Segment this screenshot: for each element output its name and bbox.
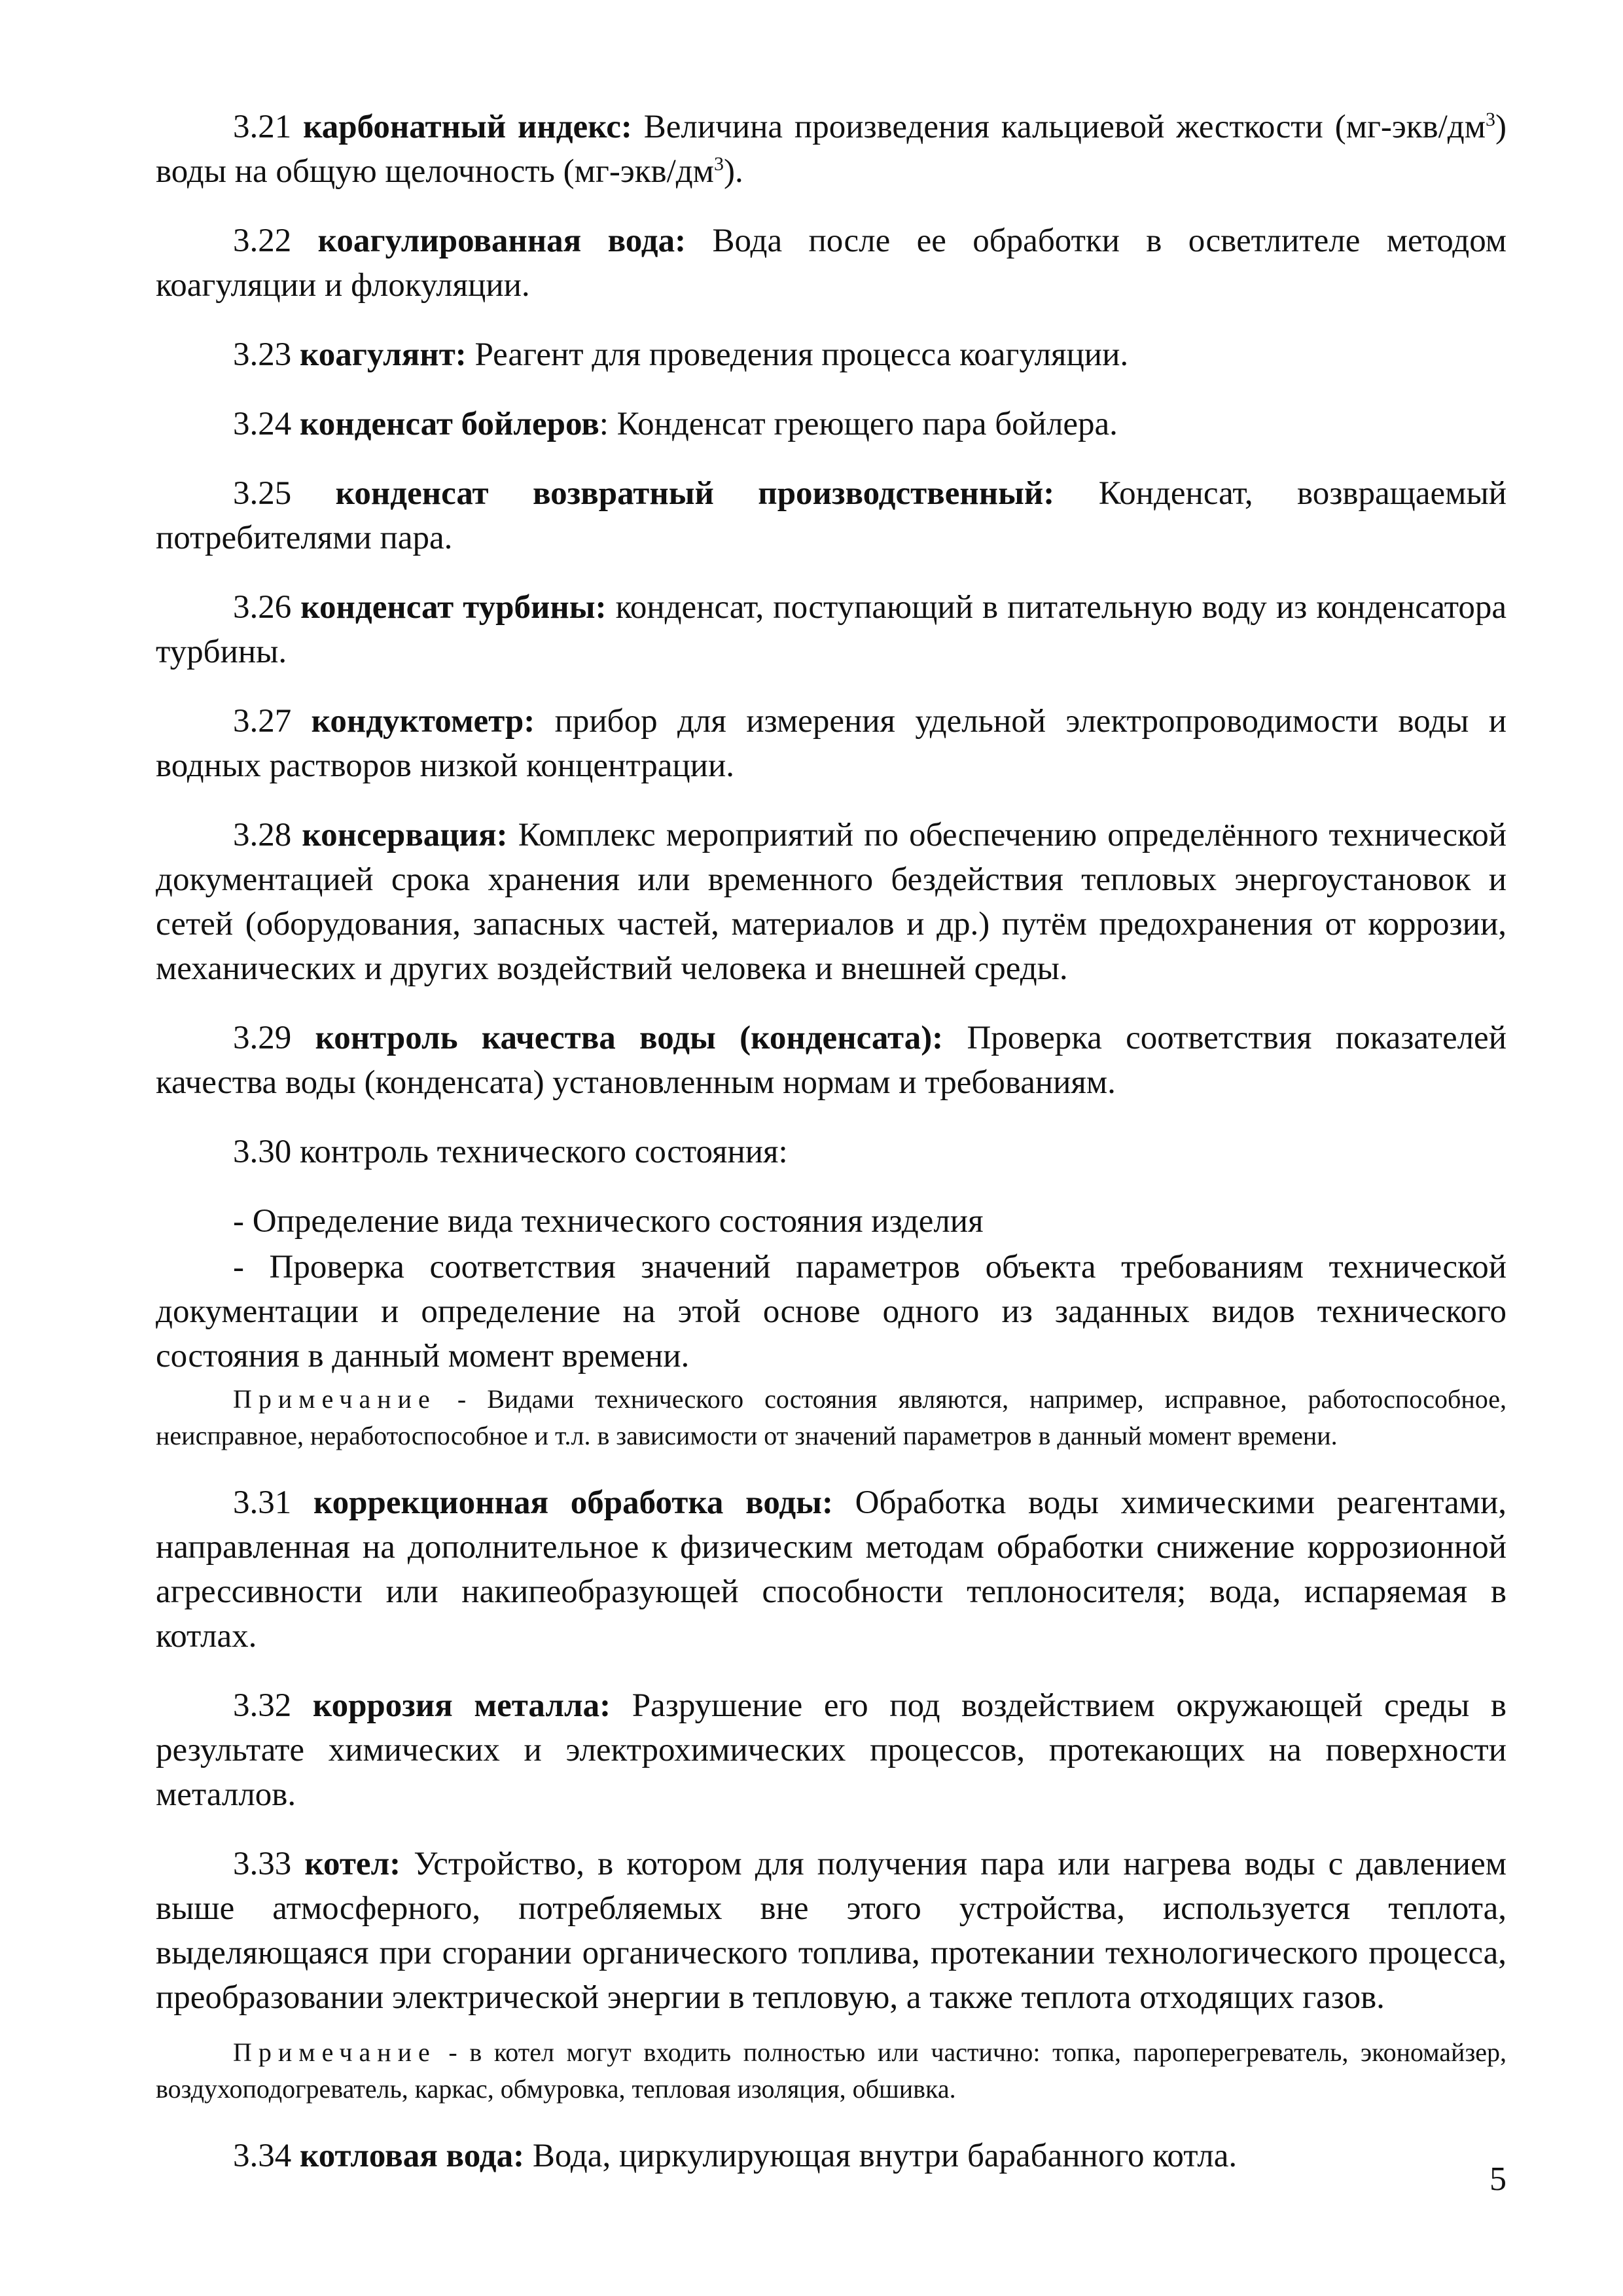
definition-text: Вода после ее обработки в осветлителе методом коагуляции и флокуляции. — [156, 223, 1507, 304]
definition-text: Устройство, в котором для получения пара или нагрева воды с давлением выше атмосферного, потребляемых вне этого устройства, используется теплота, выделяющаяся при сгорании органического топлива, протекании технологического процесса, преобразовании электрической энергии в тепловую, а также теплота отходящих газов. — [156, 1846, 1507, 2016]
definition-3-28 — [156, 813, 1507, 991]
clause-number: 3.33 — [233, 1846, 292, 1882]
definition-3-33 — [156, 1842, 1507, 2020]
note-label: Примечание — [233, 2037, 437, 2067]
page-number: 5 — [1489, 2161, 1507, 2198]
definition-text: Обработка воды химическими реагентами, направленная на дополнительное к физическим методам обработки снижение коррозионной агрессивности или накипеобразующей способности теплоносителя; вода, испаряемая в котлах. — [156, 1484, 1507, 1655]
definition-text: контроль технического состояния: — [291, 1134, 788, 1170]
definition-text: Реагент для проведения процесса коагуляции. — [466, 336, 1129, 373]
clause-number: 3.32 — [233, 1687, 292, 1724]
term: котел: — [304, 1846, 401, 1882]
definition-3-25 — [156, 471, 1507, 560]
superscript: 3 — [713, 153, 724, 175]
clause-number: 3.30 — [233, 1134, 292, 1170]
term: конденсат возвратный производственный: — [335, 475, 1055, 512]
term: коагулянт: — [300, 336, 467, 373]
definition-text: Величина произведения кальциевой жесткости (мг-экв/дм — [632, 109, 1486, 145]
clause-number: 3.25 — [233, 475, 292, 512]
note-label: Примечание — [233, 1384, 437, 1414]
clause-number: 3.29 — [233, 1020, 292, 1056]
definition-3-23 — [156, 332, 1507, 377]
definition-3-30 — [156, 1130, 1507, 1174]
definition-text: Вода, циркулирующая внутри барабанного котла. — [524, 2138, 1238, 2174]
superscript: 3 — [1486, 109, 1496, 130]
note-3-33 — [156, 2034, 1507, 2108]
dash-list-item: - Определение вида технического состояния изделия — [233, 1203, 984, 1240]
definition-3-24 — [156, 402, 1507, 446]
clause-number: 3.22 — [233, 223, 292, 259]
term: кондуктометр: — [311, 703, 535, 740]
definition-text: ) воды на общую щелочность (мг-экв/дм — [156, 109, 1507, 190]
term: котловая вода: — [300, 2138, 525, 2174]
definition-text: Комплекс мероприятий по обеспечению определённого технической документацией срока хранения или временного бездействия тепловых энергоустановок и сетей (оборудования, запасных частей, материалов и др.) путём предохранения от коррозии, механических и других воздействий человека и внешней среды. — [156, 817, 1507, 987]
definition-3-27 — [156, 699, 1507, 788]
term: коррекционная обработка воды: — [313, 1484, 833, 1521]
clause-number: 3.27 — [233, 703, 292, 740]
page-content — [156, 105, 1507, 2203]
term: контроль качества воды (конденсата): — [315, 1020, 944, 1056]
definition-3-34 — [156, 2134, 1507, 2178]
definition-3-29 — [156, 1016, 1507, 1105]
clause-number: 3.26 — [233, 589, 292, 626]
definition-text: конденсат, поступающий в питательную воду из конденсатора турбины. — [156, 589, 1507, 670]
clause-number: 3.24 — [233, 406, 292, 442]
term: консервация: — [302, 817, 508, 853]
definition-text: Проверка соответствия показателей качества воды (конденсата) установленным нормам и требованиям. — [156, 1020, 1507, 1101]
definition-3-31 — [156, 1480, 1507, 1659]
dash-list-item: - Проверка соответствия значений параметров объекта требованиям технической документации и определение на этой основе одного из заданных видов технического состояния в данный момент времени. — [156, 1249, 1507, 1374]
definition-text: прибор для измерения удельной электропроводимости воды и водных растворов низкой концентрации. — [156, 703, 1507, 784]
definition-text: Конденсат, возвращаемый потребителями пара. — [156, 475, 1507, 556]
definition-text: : Конденсат греющего пара бойлера. — [599, 406, 1118, 442]
clause-number: 3.34 — [233, 2138, 292, 2174]
definition-3-22 — [156, 219, 1507, 308]
definition-3-21 — [156, 105, 1507, 194]
clause-number: 3.28 — [233, 817, 292, 853]
term: конденсат бойлеров — [300, 406, 599, 442]
term: коагулированная вода: — [317, 223, 687, 259]
clause-number: 3.23 — [233, 336, 292, 373]
note-text: - Видами технического состояния являются, например, исправное, работоспособное, неисправное, неработоспособное и т.л. в зависимости от значений параметров в данный момент времени. — [156, 1384, 1507, 1450]
definition-text: Разрушение его под воздействием окружающей среды в результате химических и электрохимических процессов, протекающих на поверхности металлов. — [156, 1687, 1507, 1813]
definition-text: ). — [723, 153, 743, 190]
definition-3-26 — [156, 585, 1507, 674]
note-text: - в котел могут входить полностью или частично: топка, пароперегреватель, экономайзер, воздухоподогреватель, каркас, обмуровка, тепловая изоляция, обшивка. — [156, 2037, 1507, 2104]
clause-number: 3.21 — [233, 109, 292, 145]
term: карбонатный индекс: — [303, 109, 632, 145]
definition-3-32 — [156, 1683, 1507, 1817]
term: конденсат турбины: — [300, 589, 607, 626]
term: коррозия металла: — [312, 1687, 611, 1724]
note-3-30 — [156, 1381, 1507, 1454]
clause-number: 3.31 — [233, 1484, 292, 1521]
